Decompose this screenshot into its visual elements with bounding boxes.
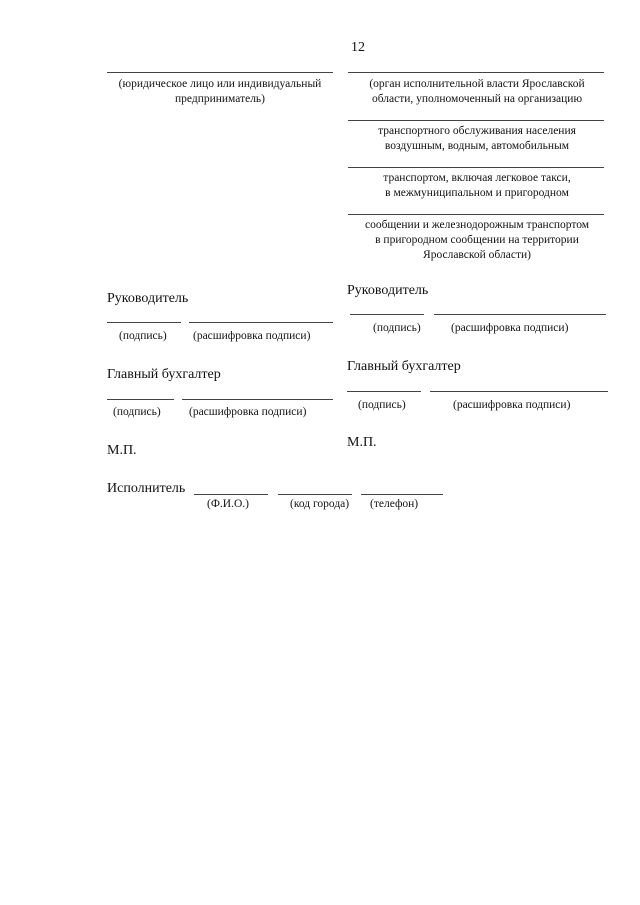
left-accountant-sign-line: [107, 399, 174, 400]
left-head-label: Руководитель: [107, 291, 189, 306]
executor-code-caption: (код города): [290, 498, 350, 510]
authority-text-3: транспортного обслуживания населения: [378, 125, 576, 137]
left-accountant-label: Главный бухгалтер: [107, 367, 221, 382]
executor-fio-line: [194, 494, 268, 495]
left-accountant-decode-caption: (расшифровка подписи): [189, 406, 307, 418]
right-accountant-decode-caption: (расшифровка подписи): [453, 399, 571, 411]
executor-phone-line: [361, 494, 443, 495]
executor-code-line: [278, 494, 352, 495]
right-accountant-decode-line: [430, 391, 608, 392]
authority-text-7: сообщении и железнодорожным транспортом: [364, 219, 590, 231]
left-stamp: М.П.: [107, 443, 137, 458]
right-head-sign-caption: (подпись): [373, 322, 421, 334]
authority-text-1: (орган исполнительной власти Ярославской: [369, 78, 585, 90]
left-head-sign-caption: (подпись): [119, 330, 167, 342]
authority-line-3: [348, 167, 604, 168]
left-accountant-decode-line: [182, 399, 333, 400]
left-head-decode-line: [189, 322, 333, 323]
right-head-label: Руководитель: [347, 283, 429, 298]
entity-line: [107, 72, 333, 73]
authority-text-9: Ярославской области): [423, 249, 531, 261]
right-head-decode-line: [434, 314, 606, 315]
executor-label: Исполнитель: [107, 481, 186, 496]
right-stamp: М.П.: [347, 435, 377, 450]
authority-line-4: [348, 214, 604, 215]
left-accountant-sign-caption: (подпись): [113, 406, 161, 418]
right-head-sign-line: [350, 314, 424, 315]
authority-text-4: воздушным, водным, автомобильным: [384, 140, 570, 152]
entity-caption: [102, 77, 338, 107]
authority-text-6: в межмуниципальном и пригородном: [385, 187, 569, 199]
right-accountant-label: Главный бухгалтер: [347, 359, 461, 374]
authority-line-1: [348, 72, 604, 73]
authority-text-8: в пригородном сообщении на территории: [375, 234, 579, 246]
right-head-decode-caption: (расшифровка подписи): [451, 322, 569, 334]
entity-caption-line-2: предприниматель): [174, 93, 266, 105]
entity-caption-line-1: (юридическое лицо или индивидуальный: [118, 78, 322, 90]
left-head-sign-line: [107, 322, 181, 323]
right-accountant-sign-caption: (подпись): [358, 399, 406, 411]
page-number: 12: [351, 40, 365, 55]
authority-text-2: области, уполномоченный на организацию: [371, 93, 583, 105]
authority-text-5: транспортом, включая легковое такси,: [383, 172, 571, 184]
authority-caption-block-1: [348, 77, 606, 107]
executor-fio-caption: (Ф.И.О.): [207, 498, 249, 510]
authority-caption-block-3: [348, 171, 606, 201]
left-head-decode-caption: (расшифровка подписи): [193, 330, 311, 342]
right-accountant-sign-line: [347, 391, 421, 392]
authority-caption-block-4: [348, 218, 606, 263]
authority-line-2: [348, 120, 604, 121]
executor-phone-caption: (телефон): [370, 498, 419, 510]
authority-caption-block-2: [348, 124, 606, 154]
